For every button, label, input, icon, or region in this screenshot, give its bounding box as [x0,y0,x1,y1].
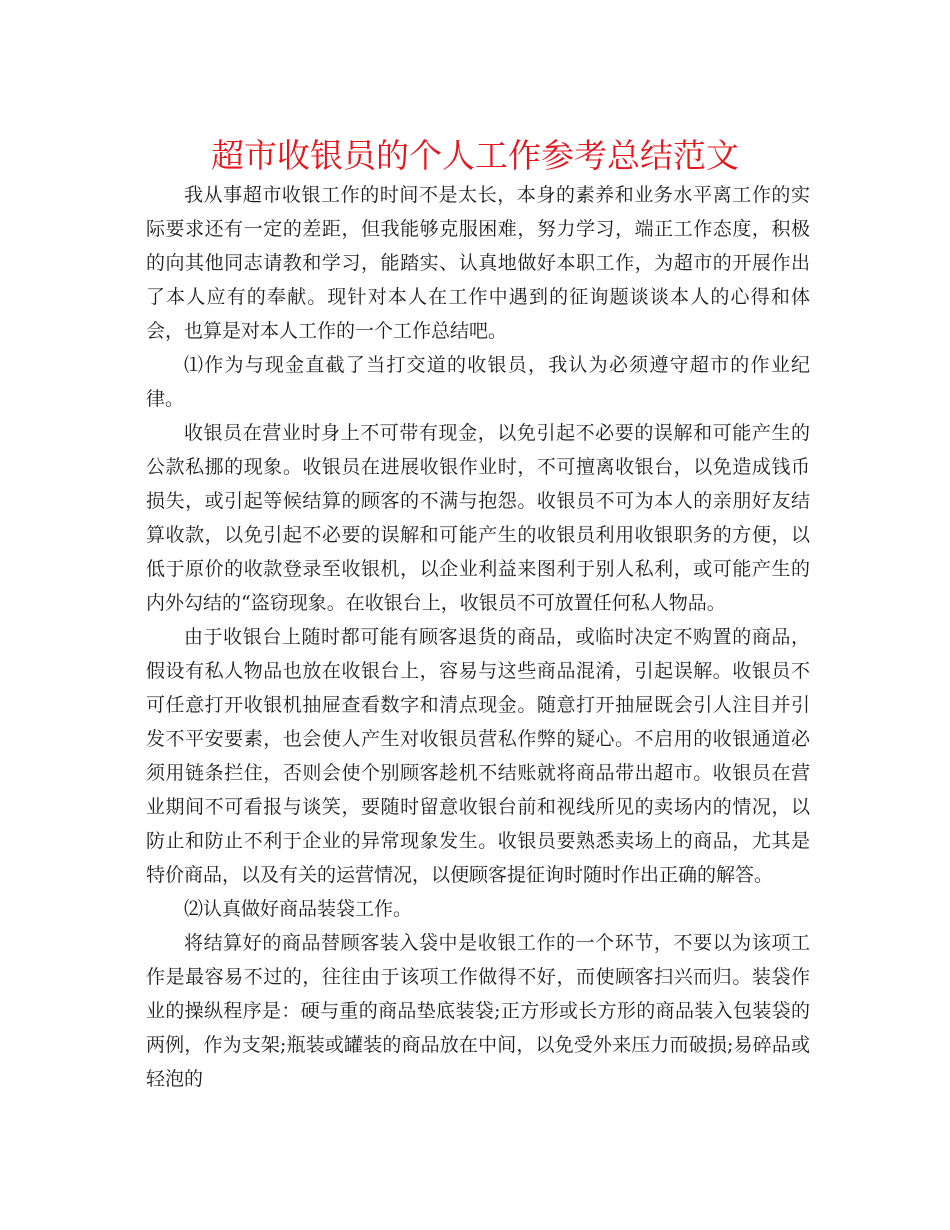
paragraph-counter-rules: 由于收银台上随时都可能有顾客退货的商品，或临时决定不购置的商品，假设有私人物品也放在收银台上，容易与这些商品混淆，引起误解。收银员不可任意打开收银机抽屉查看数字和清点现金。随意打开抽屉既会引人注目并引发不平安要素，也会使人产生对收银员营私作弊的疑心。不启用的收银通道必须用链条拦住，否则会使个别顾客趁机不结账就将商品带出超市。收银员在营业期间不可看报与谈笑，要随时留意收银台前和视线所见的卖场内的情况，以防止和防止不利于企业的异常现象发生。收银员要熟悉卖场上的商品，尤其是特价商品，以及有关的运营情况，以便顾客提征询时随时作出正确的解答。 [146,626,810,886]
paragraph-section-2-heading: ⑵认真做好商品装袋工作。 [184,898,413,920]
paragraph-intro: 我从事超市收银工作的时间不是太长，本身的素养和业务水平离工作的实际要求还有一定的差距，但我能够克服困难，努力学习，端正工作态度，积极的向其他同志请教和学习，能踏实、认真地做好本职工作，为超市的开展作出了本人应有的奉献。现针对本人在工作中遇到的征询题谈谈本人的心得和体会，也算是对本人工作的一个工作总结吧。 [146,184,810,342]
paragraph-bagging: 将结算好的商品替顾客装入袋中是收银工作的一个环节，不要以为该项工作是最容易不过的，往往由于该项工作做得不好，而使顾客扫兴而归。装袋作业的操纵程序是：硬与重的商品垫底装袋;正方形或长方形的商品装入包装袋的两例，作为支架;瓶装或罐装的商品放在中间，以免受外来压力而破损;易碎品或轻泡的 [146,932,810,1090]
paragraph-cash-rules: 收银员在营业时身上不可带有现金，以免引起不必要的误解和可能产生的公款私挪的现象。收银员在进展收银作业时，不可擅离收银台，以免造成钱币损失，或引起等候结算的顾客的不满与抱怨。收银员不可为本人的亲朋好友结算收款，以免引起不必要的误解和可能产生的收银员利用收银职务的方便，以低于原价的收款登录至收银机，以企业利益来图利于别人私利，或可能产生的内外勾结的“盗窃现象。在收银台上，收银员不可放置任何私人物品。 [146,422,810,614]
document-title: 超市收银员的个人工作参考总结范文 [211,136,739,175]
document-body [146,178,810,1096]
paragraph-section-1-heading: ⑴作为与现金直截了当打交道的收银员，我认为必须遵守超市的作业纪律。 [146,354,810,410]
